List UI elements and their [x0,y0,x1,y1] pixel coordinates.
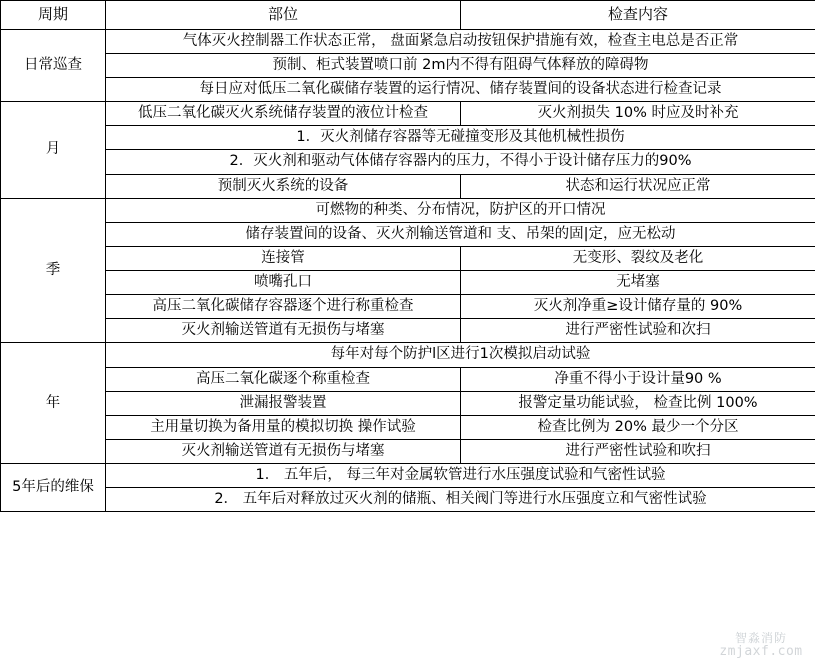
table-row [1,246,815,270]
part-cell: 高压二氧化碳储存容器逐个进行称重检查 [106,295,461,319]
content-cell: 进行严密性试验和次扫 [461,319,815,343]
table-row [1,367,815,391]
watermark [713,632,809,659]
table-body [1,29,815,512]
table-row [1,198,815,222]
part-cell: 喷嘴孔口 [106,271,461,295]
content-cell: 无堵塞 [461,271,815,295]
part-cell: 低压二氧化碳灭火系统储存装置的液位计检查 [106,102,461,126]
table-row [1,415,815,439]
period-cell: 季 [1,198,106,343]
content-cell: 进行严密性试验和吹扫 [461,439,815,463]
part-cell: 预制灭火系统的设备 [106,174,461,198]
merged-content-cell: 可燃物的种类、分布情况，防护区的开口情况 [106,198,815,222]
table-row [1,53,815,77]
content-cell: 灭火剂净重≥设计储存量的 90% [461,295,815,319]
content-cell: 无变形、裂纹及老化 [461,246,815,270]
table-row [1,126,815,150]
table-row [1,29,815,53]
part-cell: 灭火剂输送管道有无损伤与堵塞 [106,439,461,463]
part-cell: 主用量切换为备用量的模拟切换 操作试验 [106,415,461,439]
merged-content-cell: 1．灭火剂储存容器等无碰撞变形及其他机械性损伤 [106,126,815,150]
content-cell: 灭火剂损失 10% 时应及时补充 [461,102,815,126]
watermark-brand: 智淼消防 [734,630,787,645]
table-row [1,439,815,463]
table-row [1,222,815,246]
content-cell: 检查比例为 20% 最少一个分区 [461,415,815,439]
table-row [1,78,815,102]
period-cell: 5年后的维保 [1,464,106,512]
header-content: 检查内容 [461,1,815,30]
merged-content-cell: 2．灭火剂和驱动气体储存容器内的压力，不得小于设计储存压力的90% [106,150,815,174]
merged-content-cell: 每年对每个防护l区进行1次模拟启动试验 [106,343,815,367]
table-row [1,319,815,343]
content-cell: 状态和运行状况应正常 [461,174,815,198]
table-row [1,464,815,488]
period-cell: 日常巡查 [1,29,106,101]
table-row [1,488,815,512]
table-row [1,343,815,367]
content-cell: 净重不得小于设计量90 % [461,367,815,391]
part-cell: 泄漏报警装置 [106,391,461,415]
merged-content-cell: 每日应对低压二氧化碳储存装置的运行情况、储存装置间的设备状态进行检查记录 [106,78,815,102]
merged-content-cell: 气体灭火控制器工作状态正常， 盘面紧急启动按钮保护措施有效，检查主电总是否正常 [106,29,815,53]
table-row [1,295,815,319]
period-cell: 月 [1,102,106,199]
table-row [1,102,815,126]
table-row [1,150,815,174]
header-period: 周期 [1,1,106,30]
table-row [1,271,815,295]
part-cell: 高压二氧化碳逐个称重检查 [106,367,461,391]
watermark-domain: zmjaxf.com [719,643,803,659]
merged-content-cell: 2． 五年后对释放过灭火剂的储瓶、相关阀门等进行水压强度立和气密性试验 [106,488,815,512]
part-cell: 连接管 [106,246,461,270]
table-row [1,174,815,198]
merged-content-cell: 1． 五年后， 每三年对金属软管进行水压强度试验和气密性试验 [106,464,815,488]
period-cell: 年 [1,343,106,464]
table-header-row [1,1,815,30]
header-part: 部位 [106,1,461,30]
content-cell: 报警定量功能试验， 检查比例 100% [461,391,815,415]
merged-content-cell: 预制、柜式装置喷口前 2m内不得有阻碍气体释放的障碍物 [106,53,815,77]
part-cell: 灭火剂输送管道有无损伤与堵塞 [106,319,461,343]
table-row [1,391,815,415]
merged-content-cell: 储存装置间的设备、灭火剂输送管道和 支、吊架的固|定，应无松动 [106,222,815,246]
